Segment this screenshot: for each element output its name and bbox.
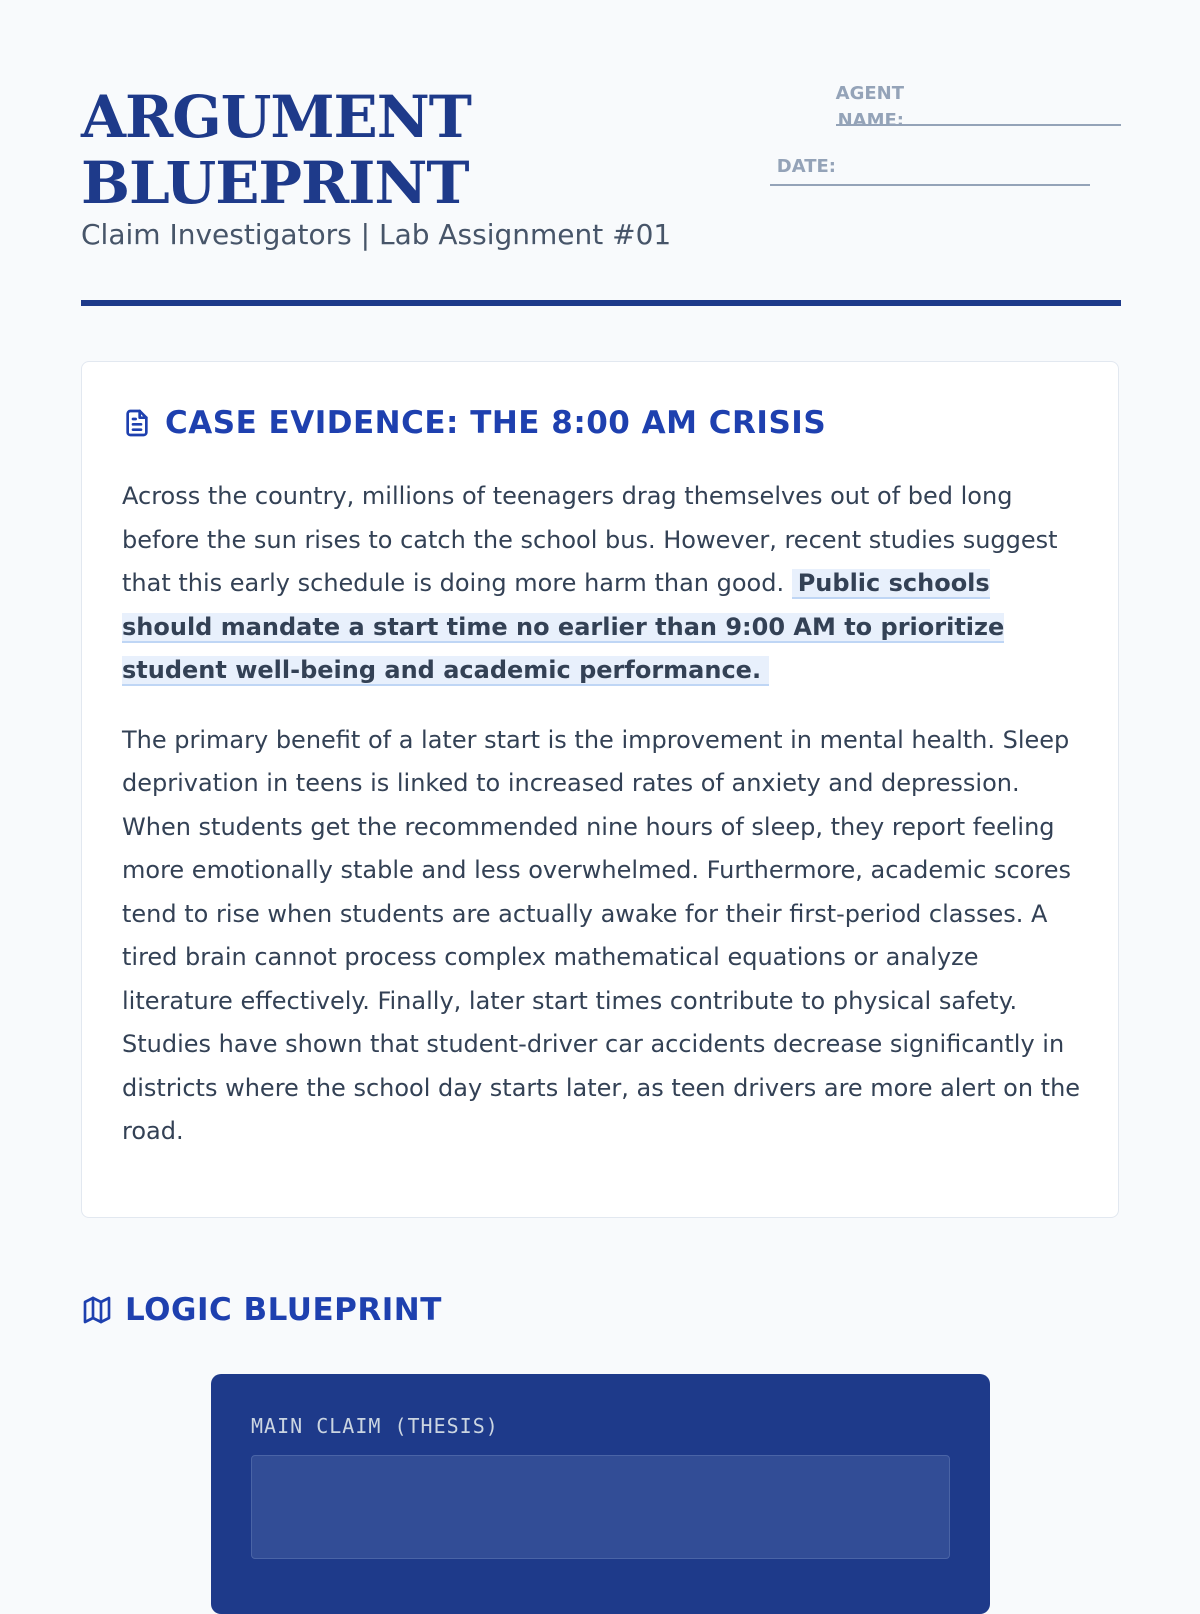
main-claim-panel [211,1374,990,1614]
map-icon [81,1294,113,1326]
title-line-2: BLUEPRINT [81,149,469,217]
logic-blueprint-heading [81,1290,442,1330]
case-evidence-text [122,475,1084,1180]
header-divider [81,300,1121,306]
page-title [81,84,471,216]
date-label: DATE: [776,156,836,177]
agent-name-label-line-2: NAME: [837,110,904,131]
agent-name-field[interactable] [836,124,1121,126]
title-line-1: ARGUMENT [81,83,471,151]
document-icon [121,405,153,441]
page-subtitle: Claim Investigators | Lab Assignment #01 [81,218,672,251]
date-field[interactable] [770,184,1090,186]
evidence-intro: Across the country, millions of teenagers drag themselves out of bed long before the sun rises to catch the school bus. However, recent studies suggest that this early schedule is doing more harm than good. [122,482,1058,597]
main-claim-label: MAIN CLAIM (THESIS) [251,1414,499,1438]
evidence-paragraph-2: The primary benefit of a later start is the improvement in mental health. Sleep deprivation in teens is linked to increased rates of anxiety and depression. When students get the recommended nine hours of sleep, they report feeling more emotionally stable and less overwhelmed. Furthermore, academic scores tend to rise when students are actually awake for their first-period classes. A tired brain cannot process complex mathematical equations or analyze literature effectively. Finally, later start times contribute to physical safety. Studies have shown that student-driver car accidents decrease significantly in districts where the school day starts later, as teen drivers are more alert on the road. [122,725,1081,1145]
case-evidence-heading [121,403,826,443]
evidence-paragraph-1 [122,475,1084,693]
case-evidence-title: CASE EVIDENCE: THE 8:00 AM CRISIS [165,405,827,441]
worksheet-page [81,0,1121,1600]
logic-blueprint-title: LOGIC BLUEPRINT [125,1292,442,1328]
main-claim-input[interactable] [251,1455,950,1559]
thesis-highlight: Public schools should mandate a start time no earlier than 9:00 AM to prioritize student well-being and academic performance. [122,569,1005,684]
worksheet-header [81,0,1121,310]
agent-name-label-line-1: AGENT [835,83,904,104]
